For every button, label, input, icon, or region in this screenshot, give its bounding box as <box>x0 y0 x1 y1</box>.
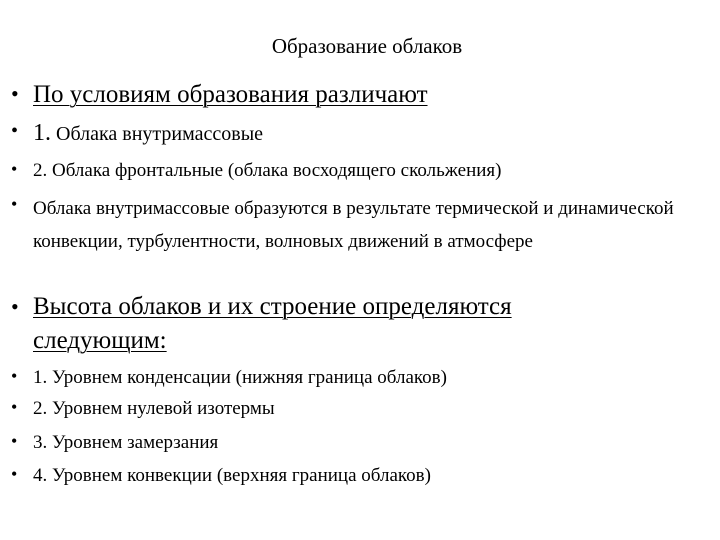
bullet-text: Облака внутримассовые образуются в результате термической и динамической конвекции, турбулентности, волновых движений в атмосфере <box>33 198 674 252</box>
bullet-dot-icon: • <box>11 294 19 319</box>
bullet-dot-icon: • <box>11 397 18 417</box>
bullet-text <box>33 118 703 149</box>
bullet-dot-icon: • <box>11 366 18 386</box>
bullet-heading: Высота облаков и их строение определяются следующим: <box>33 293 512 354</box>
bullet-heading: По условиям образования различают <box>33 81 428 108</box>
bullet-number: 1. <box>33 120 51 146</box>
bullet-dot-icon: • <box>11 194 18 214</box>
bullet-dot-icon: • <box>11 431 18 451</box>
bullet-dot-icon: • <box>11 159 18 179</box>
bullet-text: 2. Уровнем нулевой изотермы <box>33 398 275 419</box>
slide-title: Образование облаков <box>271 34 463 58</box>
bullet-label: Облака внутримассовые <box>51 123 264 145</box>
bullet-text: 3. Уровнем замерзания <box>33 432 219 453</box>
bullet-dot-icon: • <box>11 120 19 142</box>
bullet-dot-icon: • <box>11 81 19 106</box>
bullet-text: 1. Уровнем конденсации (нижняя граница облаков) <box>33 367 447 388</box>
bullet-text: 4. Уровнем конвекции (верхняя граница облаков) <box>33 465 431 486</box>
bullet-text: 2. Облака фронтальные (облака восходящего скольжения) <box>33 160 502 181</box>
bullet-dot-icon: • <box>11 464 18 484</box>
